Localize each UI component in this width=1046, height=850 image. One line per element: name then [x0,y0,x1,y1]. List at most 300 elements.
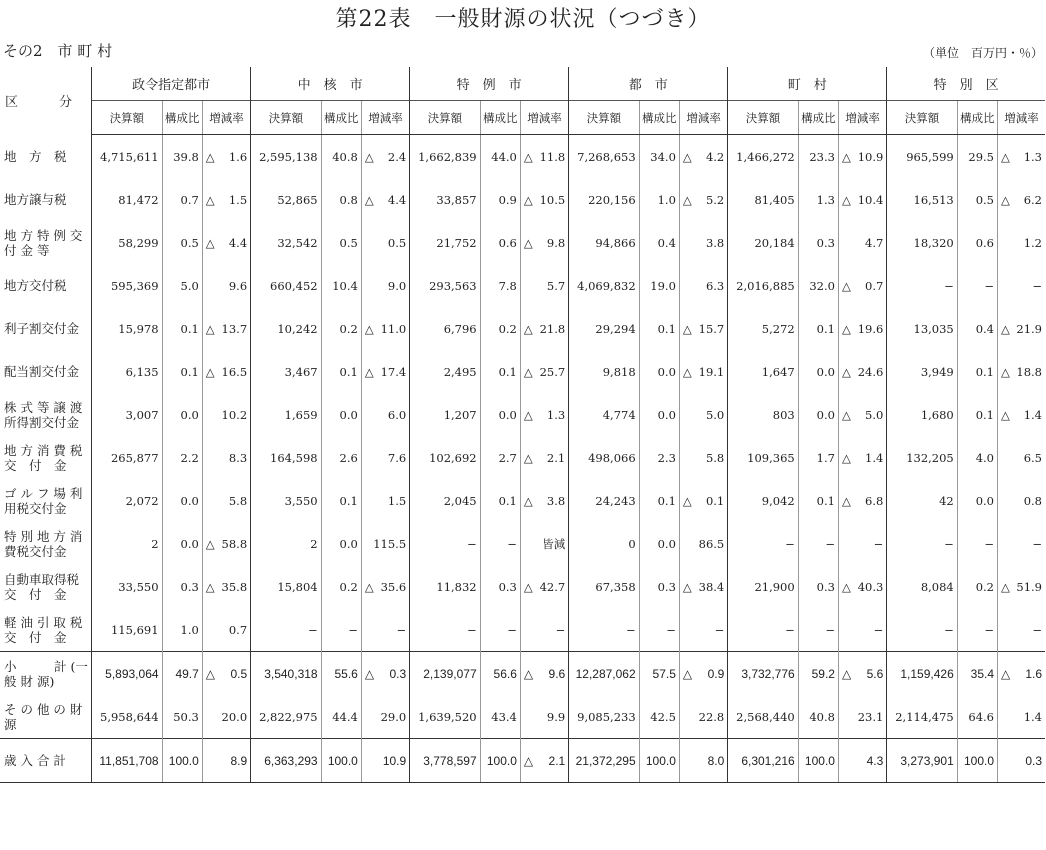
cell-amount: 52,865 [251,178,321,221]
cell-amount: 7,268,653 [569,135,639,179]
row-label: 配当割交付金 [0,350,92,393]
table-row [0,221,1045,264]
cell-ratio: 0.0 [957,479,997,522]
cell-ratio: 0.1 [162,307,202,350]
cell-change: △ 0.5 [202,652,250,696]
decrease-mark: △ [523,753,534,768]
cell-amount: 109,365 [728,436,798,479]
cell-amount: 595,369 [92,264,162,307]
cell-change: − [838,522,886,565]
cell-change: − [998,264,1046,307]
cell-change: △ 35.6 [361,565,409,608]
subheader-ratio: 構成比 [639,101,679,135]
cell-ratio: 100.0 [639,739,679,783]
cell-change: △ 10.5 [520,178,568,221]
cell-amount: 6,301,216 [728,739,798,783]
table-row [0,739,1045,783]
cell-amount: 3,273,901 [887,739,957,783]
subheader-row [0,101,1045,135]
cell-change: △ 19.1 [679,350,727,393]
cell-ratio: 0.0 [639,350,679,393]
cell-ratio: 56.6 [480,652,520,696]
cell-ratio: 0.2 [480,307,520,350]
decrease-mark: △ [205,321,215,336]
decrease-mark: △ [364,364,374,379]
cell-amount: 3,540,318 [251,652,321,696]
cell-change: 0.5 [361,221,409,264]
cell-change: △ 1.4 [838,436,886,479]
cell-amount: 1,659 [251,393,321,436]
cell-change: 8.3 [202,436,250,479]
decrease-mark: △ [1001,149,1010,164]
cell-amount: 293,563 [410,264,480,307]
cell-change: △ 38.4 [679,565,727,608]
decrease-mark: △ [841,149,851,164]
cell-ratio: 0.0 [321,522,361,565]
cell-change: △ 17.4 [361,350,409,393]
cell-change: △ 0.1 [679,479,727,522]
cell-ratio: 0.0 [162,479,202,522]
cell-ratio: 19.0 [639,264,679,307]
cell-ratio: 0.1 [162,350,202,393]
cell-ratio: 57.5 [639,652,679,696]
group-header: 特 例 市 [410,67,569,101]
decrease-mark: △ [841,450,851,465]
cell-change: △ 21.9 [998,307,1046,350]
table-row [0,264,1045,307]
cell-change: △ 3.8 [520,479,568,522]
subheader-change: 増減率 [361,101,409,135]
cell-amount: 10,242 [251,307,321,350]
cell-amount: 3,467 [251,350,321,393]
cell-change: △ 25.7 [520,350,568,393]
subheader-change: 増減率 [838,101,886,135]
cell-amount: 12,287,062 [569,652,639,696]
subheader-amount: 決算額 [569,101,639,135]
decrease-mark: △ [523,666,534,681]
cell-ratio: 10.4 [321,264,361,307]
cell-amount: 2,495 [410,350,480,393]
decrease-mark: △ [523,321,533,336]
cell-amount: 24,243 [569,479,639,522]
decrease-mark: △ [205,235,215,250]
cell-change: 1.2 [998,221,1046,264]
cell-change: 3.8 [679,221,727,264]
cell-amount: 32,542 [251,221,321,264]
general-revenue-table [0,67,1045,783]
cell-ratio: − [480,522,520,565]
decrease-mark: △ [682,192,692,207]
cell-change: 9.0 [361,264,409,307]
cell-ratio: 35.4 [957,652,997,696]
cell-ratio: 0.5 [321,221,361,264]
cell-change: △ 0.9 [679,652,727,696]
subheader-change: 増減率 [202,101,250,135]
cell-change: 0.7 [202,608,250,652]
cell-ratio: 23.3 [798,135,838,179]
cell-change: △ 11.8 [520,135,568,179]
cell-ratio: 0.4 [639,221,679,264]
table-row [0,695,1045,739]
table-row [0,135,1045,179]
cell-ratio: 1.3 [798,178,838,221]
cell-change: 6.5 [998,436,1046,479]
decrease-mark: △ [1001,364,1010,379]
decrease-mark: △ [205,666,216,681]
cell-amount: 2,568,440 [728,695,798,739]
decrease-mark: △ [841,666,852,681]
cell-ratio: 0.1 [639,479,679,522]
cell-ratio: 0.1 [957,350,997,393]
cell-amount: 20,184 [728,221,798,264]
cell-change: 4.7 [838,221,886,264]
cell-ratio: 0.5 [162,221,202,264]
cell-ratio: 0.4 [957,307,997,350]
cell-amount: 2 [251,522,321,565]
cell-ratio: 0.1 [321,350,361,393]
cell-ratio: 32.0 [798,264,838,307]
cell-amount: 0 [569,522,639,565]
table-title: 第22表 一般財源の状況（つづき） [335,7,711,32]
decrease-mark: △ [205,536,215,551]
cell-change: 10.9 [361,739,409,783]
decrease-mark: △ [523,149,533,164]
cell-change: △ 0.7 [838,264,886,307]
cell-change: − [838,608,886,652]
cell-ratio: 4.0 [957,436,997,479]
cell-change: △ 1.6 [998,652,1046,696]
cell-amount: 4,715,611 [92,135,162,179]
cell-amount: 2,595,138 [251,135,321,179]
cell-amount: 21,752 [410,221,480,264]
table-row [0,436,1045,479]
cell-change: − [361,608,409,652]
cell-amount: 3,732,776 [728,652,798,696]
cell-ratio: 100.0 [162,739,202,783]
cell-ratio: 0.2 [321,307,361,350]
cell-amount: 1,662,839 [410,135,480,179]
decrease-mark: △ [1001,579,1010,594]
cell-ratio: 0.0 [798,393,838,436]
cell-change: △ 19.6 [838,307,886,350]
row-label: ゴ ル フ 場 利用税交付金 [0,479,92,522]
table-row [0,307,1045,350]
decrease-mark: △ [1001,407,1010,422]
decrease-mark: △ [523,407,533,422]
decrease-mark: △ [364,579,374,594]
cell-ratio: 2.7 [480,436,520,479]
cell-ratio: 0.6 [957,221,997,264]
decrease-mark: △ [841,579,851,594]
cell-change: △ 5.0 [838,393,886,436]
cell-change: △ 40.3 [838,565,886,608]
cell-change: △ 16.5 [202,350,250,393]
subheader-ratio: 構成比 [480,101,520,135]
cell-change: 1.5 [361,479,409,522]
decrease-mark: △ [364,321,374,336]
cell-ratio: − [480,608,520,652]
cell-amount: 220,156 [569,178,639,221]
cell-change: △ 1.4 [998,393,1046,436]
cell-ratio: 29.5 [957,135,997,179]
decrease-mark: △ [205,192,215,207]
cell-amount: 1,466,272 [728,135,798,179]
cell-ratio: 0.1 [957,393,997,436]
row-label: 地 方 特 例 交 付 金 等 [0,221,92,264]
decrease-mark: △ [682,666,693,681]
cell-ratio: 44.4 [321,695,361,739]
cell-ratio: 0.0 [798,350,838,393]
cell-change: △ 1.5 [202,178,250,221]
cell-ratio: 0.3 [480,565,520,608]
cell-amount: 660,452 [251,264,321,307]
cell-ratio: 2.2 [162,436,202,479]
cell-amount: 3,007 [92,393,162,436]
cell-ratio: 59.2 [798,652,838,696]
cell-amount: 15,804 [251,565,321,608]
cell-amount: 15,978 [92,307,162,350]
cell-ratio: 100.0 [798,739,838,783]
table-body [0,135,1045,783]
cell-amount: 21,372,295 [569,739,639,783]
cell-ratio: 0.3 [798,221,838,264]
cell-change: △ 1.3 [520,393,568,436]
subheader-ratio: 構成比 [957,101,997,135]
table-row [0,652,1045,696]
cell-ratio: 7.8 [480,264,520,307]
group-header: 中 核 市 [251,67,410,101]
table-row [0,178,1045,221]
row-label: そ の 他 の 財 源 [0,695,92,739]
subheader-ratio: 構成比 [798,101,838,135]
cell-ratio: 55.6 [321,652,361,696]
subheader-amount: 決算額 [410,101,480,135]
unit-note: （単位 百万円・％） [922,46,1043,60]
cell-change: △ 58.8 [202,522,250,565]
cell-amount: 9,818 [569,350,639,393]
cell-amount: − [887,608,957,652]
decrease-mark: △ [682,321,692,336]
cell-change: 9.9 [520,695,568,739]
subheader-amount: 決算額 [251,101,321,135]
cell-change: 0.3 [998,739,1046,783]
cell-ratio: 0.2 [957,565,997,608]
cell-change: △ 2.1 [520,739,568,783]
cell-ratio: 0.1 [798,307,838,350]
decrease-mark: △ [364,666,375,681]
cell-amount: 132,205 [887,436,957,479]
cell-change: △ 51.9 [998,565,1046,608]
cell-change: 7.6 [361,436,409,479]
cell-amount: 3,778,597 [410,739,480,783]
cell-change: 5.8 [202,479,250,522]
cell-change: △ 18.8 [998,350,1046,393]
cell-amount: 9,085,233 [569,695,639,739]
cell-ratio: 0.6 [480,221,520,264]
cell-amount: 2 [92,522,162,565]
cell-ratio: 1.0 [639,178,679,221]
cell-ratio: 0.0 [321,393,361,436]
table-row [0,393,1045,436]
cell-ratio: − [798,522,838,565]
cell-change: − [998,522,1046,565]
cell-change: 0.8 [998,479,1046,522]
group-header-row [0,67,1045,101]
row-label: 利子割交付金 [0,307,92,350]
cell-ratio: 2.3 [639,436,679,479]
cell-amount: 1,639,520 [410,695,480,739]
cell-amount: 8,084 [887,565,957,608]
group-header: 政令指定都市 [132,78,211,93]
decrease-mark: △ [841,278,851,293]
cell-change: 86.5 [679,522,727,565]
cell-change: 1.4 [998,695,1046,739]
cell-change: △ 0.3 [361,652,409,696]
decrease-mark: △ [1001,321,1010,336]
subheader-amount: 決算額 [728,101,798,135]
cell-ratio: 1.0 [162,608,202,652]
subheader-ratio: 構成比 [321,101,361,135]
decrease-mark: △ [523,493,533,508]
cell-ratio: 39.8 [162,135,202,179]
decrease-mark: △ [523,364,533,379]
cell-amount: 29,294 [569,307,639,350]
cell-ratio: 0.2 [321,565,361,608]
category-header: 区 分 [0,67,92,135]
cell-amount: 2,822,975 [251,695,321,739]
cell-change: 23.1 [838,695,886,739]
cell-amount: 2,114,475 [887,695,957,739]
cell-amount: 81,405 [728,178,798,221]
cell-change: △ 4.2 [679,135,727,179]
cell-change: 4.3 [838,739,886,783]
cell-ratio: 0.0 [480,393,520,436]
row-label: 小 計 (一 般 財 源) [0,652,92,696]
cell-amount: 67,358 [569,565,639,608]
subheader-change: 増減率 [998,101,1046,135]
table-row [0,522,1045,565]
cell-ratio: 40.8 [798,695,838,739]
table-row [0,608,1045,652]
decrease-mark: △ [682,364,692,379]
decrease-mark: △ [364,192,374,207]
decrease-mark: △ [1001,192,1010,207]
cell-ratio: 100.0 [957,739,997,783]
cell-amount: 4,069,832 [569,264,639,307]
cell-change: △ 4.4 [361,178,409,221]
cell-ratio: 0.0 [162,522,202,565]
decrease-mark: △ [682,149,692,164]
cell-amount: 965,599 [887,135,957,179]
cell-change: 6.3 [679,264,727,307]
cell-ratio: 0.0 [162,393,202,436]
cell-change: △ 9.8 [520,221,568,264]
decrease-mark: △ [841,192,851,207]
cell-ratio: 0.1 [321,479,361,522]
cell-change: △ 13.7 [202,307,250,350]
row-label: 地方交付税 [0,264,92,307]
cell-amount: 6,135 [92,350,162,393]
row-label: 軽 油 引 取 税 交 付 金 [0,608,92,652]
cell-amount: 5,893,064 [92,652,162,696]
cell-ratio: 49.7 [162,652,202,696]
cell-amount: − [410,608,480,652]
decrease-mark: △ [841,407,851,422]
cell-amount: 11,851,708 [92,739,162,783]
cell-amount: 2,072 [92,479,162,522]
cell-change: − [520,608,568,652]
cell-amount: 498,066 [569,436,639,479]
cell-change: 22.8 [679,695,727,739]
cell-change: △ 6.2 [998,178,1046,221]
cell-change: 20.0 [202,695,250,739]
cell-amount: 2,016,885 [728,264,798,307]
decrease-mark: △ [1001,666,1011,681]
group-header: 町 村 [728,67,887,101]
decrease-mark: △ [682,579,692,594]
cell-change: △ 15.7 [679,307,727,350]
cell-ratio: 34.0 [639,135,679,179]
cell-ratio: 0.0 [639,522,679,565]
cell-ratio: 0.3 [162,565,202,608]
table-row [0,479,1045,522]
cell-amount: 21,900 [728,565,798,608]
cell-change: △ 11.0 [361,307,409,350]
cell-change: △ 35.8 [202,565,250,608]
cell-ratio: 2.6 [321,436,361,479]
cell-amount: 803 [728,393,798,436]
cell-change: 5.0 [679,393,727,436]
cell-amount: 33,857 [410,178,480,221]
decrease-mark: △ [523,192,533,207]
table-row [0,350,1045,393]
cell-amount: − [887,522,957,565]
cell-ratio: 0.3 [798,565,838,608]
cell-ratio: 0.0 [639,393,679,436]
cell-change: 皆減 [520,522,568,565]
cell-amount: 3,550 [251,479,321,522]
cell-change: 5.7 [520,264,568,307]
cell-change: − [679,608,727,652]
cell-change: 5.8 [679,436,727,479]
cell-amount: − [887,264,957,307]
cell-amount: − [728,522,798,565]
cell-change: 10.2 [202,393,250,436]
cell-amount: 81,472 [92,178,162,221]
group-header: 都 市 [569,67,728,101]
cell-change: △ 4.4 [202,221,250,264]
cell-ratio: 100.0 [321,739,361,783]
decrease-mark: △ [205,579,215,594]
cell-amount: 102,692 [410,436,480,479]
cell-amount: 94,866 [569,221,639,264]
cell-change: 6.0 [361,393,409,436]
decrease-mark: △ [682,493,692,508]
cell-amount: 6,796 [410,307,480,350]
cell-amount: 164,598 [251,436,321,479]
cell-amount: 1,680 [887,393,957,436]
cell-ratio: − [639,608,679,652]
subheader-amount: 決算額 [887,101,957,135]
cell-ratio: 44.0 [480,135,520,179]
row-label: 自動車取得税 交 付 金 [0,565,92,608]
cell-change: △ 2.1 [520,436,568,479]
cell-ratio: 0.1 [480,479,520,522]
cell-change: △ 21.8 [520,307,568,350]
decrease-mark: △ [523,450,533,465]
cell-ratio: 40.8 [321,135,361,179]
row-label: 地 方 税 [0,135,92,179]
